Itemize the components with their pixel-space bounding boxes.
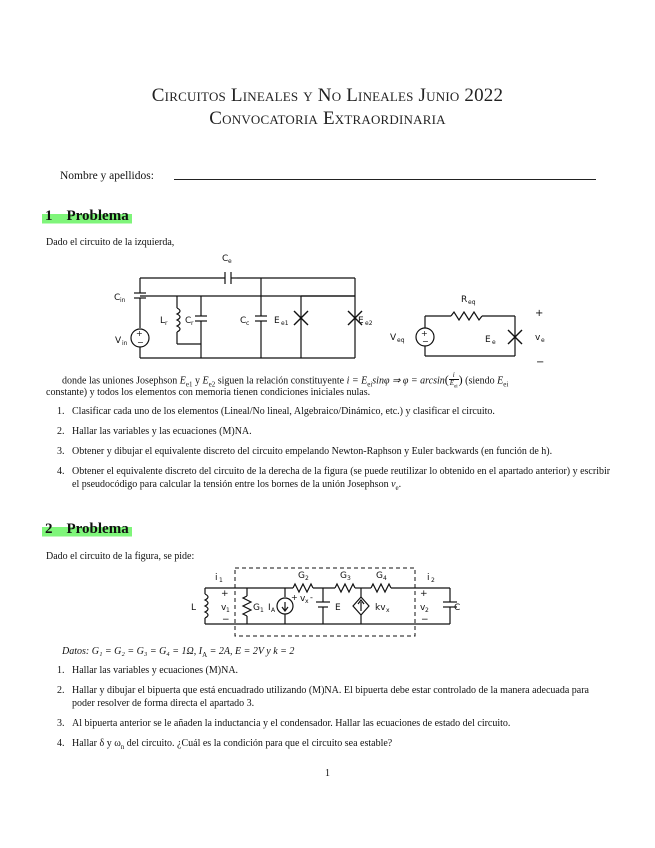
svg-text:G: G xyxy=(376,571,383,581)
svg-text:1: 1 xyxy=(226,607,230,614)
svg-text:e: e xyxy=(228,258,232,265)
problem1-list xyxy=(57,405,613,502)
svg-text:I: I xyxy=(268,603,271,613)
svg-text:E: E xyxy=(274,316,280,326)
list-item: 3. Al bipuerta anterior se le añaden la inductancia y el condensador. Hallar las ecuaciones de estado del circuito. xyxy=(57,718,511,729)
problem2-list xyxy=(57,664,613,761)
name-label: Nombre y apellidos: xyxy=(60,170,154,182)
problem1-description: donde las uniones Josephson $E_{e1}$ y $E_{e2}$ siguen la relación constituyente $i = E_{ei}\sin\varphi$ ⇒ φ = arcsin( i $E_{ei}$) (siendo $E_{ei}$ xyxy=(62,371,509,390)
svg-text:C: C xyxy=(454,603,461,613)
list-item: 2. Hallar las variables y las ecuaciones (M)NA. xyxy=(57,426,252,437)
svg-text:in: in xyxy=(120,297,126,304)
list-item: 3. Obtener y dibujar el equivalente discreto del circuito empelando Newton-Raphson y Euler backwards (en función de h). xyxy=(57,446,553,457)
svg-text:3: 3 xyxy=(347,575,351,582)
svg-text:kv: kv xyxy=(375,603,386,613)
svg-text:x: x xyxy=(305,598,309,605)
title-line-2: Convocatoria Extraordinaria xyxy=(209,108,446,129)
svg-text:−: − xyxy=(421,615,429,625)
problem1-title: Problema xyxy=(66,208,129,224)
list-item: 1. Clasificar cada uno de los elementos (Lineal/No lineal, Algebraico/Dinámico, etc.) y clasificar el circuito. xyxy=(57,406,495,417)
svg-text:i: i xyxy=(215,573,218,583)
problem2-title: Problema xyxy=(66,521,129,537)
svg-text:L: L xyxy=(191,603,197,613)
list-item: 2. Hallar y dibujar el bipuerta que está encuadrado utilizando (M)NA. El bipuerta debe estar controlado de la manera adecuada para poder resolver de forma directa el apartado 3. xyxy=(57,685,589,709)
svg-text:e: e xyxy=(492,339,496,346)
problem2-intro: Dado el circuito de la figura, se pide: xyxy=(46,551,195,562)
ve-plus: + xyxy=(535,308,544,319)
svg-text:v: v xyxy=(221,603,227,613)
svg-text:i: i xyxy=(427,573,430,583)
title-line-1: Circuitos Lineales y No Lineales Junio 2022 xyxy=(151,85,504,106)
problem2-number: 2 xyxy=(45,521,53,537)
svg-text:V: V xyxy=(115,336,122,346)
vin-plus: + xyxy=(136,329,143,338)
svg-text:R: R xyxy=(461,295,468,305)
svg-text:+: + xyxy=(291,593,298,602)
svg-text:-: - xyxy=(310,593,313,602)
svg-text:V: V xyxy=(390,333,397,343)
svg-text:−: − xyxy=(137,338,144,347)
svg-text:G: G xyxy=(253,603,260,613)
circuit-left-diagram xyxy=(105,248,380,366)
svg-text:2: 2 xyxy=(425,607,429,614)
svg-text:E: E xyxy=(335,603,341,613)
svg-text:1: 1 xyxy=(219,577,223,584)
circuit-right-diagram xyxy=(385,288,555,368)
list-item: 1. Hallar las variables y ecuaciones (M)NA. xyxy=(57,665,239,676)
circuit-problem2-diagram xyxy=(185,566,470,638)
svg-text:E: E xyxy=(358,316,364,326)
svg-text:v: v xyxy=(300,594,306,604)
name-input-line[interactable] xyxy=(174,179,596,180)
svg-text:2: 2 xyxy=(305,575,309,582)
svg-text:G: G xyxy=(340,571,347,581)
problem1-heading xyxy=(42,208,132,225)
svg-text:−: − xyxy=(422,337,429,346)
svg-text:eq: eq xyxy=(468,299,476,306)
problem2-data: Datos: G₁ = G₂ = G₃ = G₄ = 1Ω, $I_A = 2A$, E = 2V y k = 2 xyxy=(62,646,295,659)
svg-text:e1: e1 xyxy=(281,320,289,327)
svg-text:C: C xyxy=(114,293,121,303)
svg-text:−: − xyxy=(222,615,230,625)
svg-text:+: + xyxy=(221,589,229,599)
svg-text:C: C xyxy=(185,316,192,326)
svg-text:1: 1 xyxy=(260,607,264,614)
svg-text:v: v xyxy=(535,333,541,343)
svg-text:G: G xyxy=(298,571,305,581)
svg-text:x: x xyxy=(386,607,390,614)
svg-text:eq: eq xyxy=(397,337,405,344)
svg-text:E: E xyxy=(485,335,491,345)
svg-text:v: v xyxy=(420,603,426,613)
svg-text:2: 2 xyxy=(431,577,435,584)
page-number: 1 xyxy=(325,768,330,779)
svg-text:C: C xyxy=(222,254,229,264)
problem1-description-end: constante) y todos los elementos con memoria tienen condiciones iniciales nulas. xyxy=(46,387,371,398)
svg-text:r: r xyxy=(191,320,194,327)
svg-text:r: r xyxy=(165,320,168,327)
svg-text:e: e xyxy=(541,337,545,344)
ve-minus: − xyxy=(536,357,545,368)
svg-text:L: L xyxy=(160,316,166,326)
svg-text:C: C xyxy=(240,316,247,326)
problem1-intro: Dado el circuito de la izquierda, xyxy=(46,237,175,248)
svg-text:in: in xyxy=(122,340,128,347)
svg-text:A: A xyxy=(271,607,276,614)
list-item: 4. Hallar δ y $\omega_n$ del circuito. ¿Cuál es la condición para que el circuito sea estable? xyxy=(57,738,393,751)
svg-text:e2: e2 xyxy=(365,320,373,327)
problem2-heading xyxy=(42,521,132,538)
problem1-number: 1 xyxy=(45,208,53,224)
list-item: 4. Obtener el equivalente discreto del circuito de la derecha de la figura (se puede reutilizar lo obtenido en el apartado anterior) y escribir el pseudocódigo para calcular la tensión entre los bornes de la unión Josephson $v_e$. xyxy=(57,466,611,492)
svg-text:+: + xyxy=(421,329,428,338)
svg-text:c: c xyxy=(246,320,250,327)
svg-text:+: + xyxy=(420,589,428,599)
svg-text:4: 4 xyxy=(383,575,387,582)
